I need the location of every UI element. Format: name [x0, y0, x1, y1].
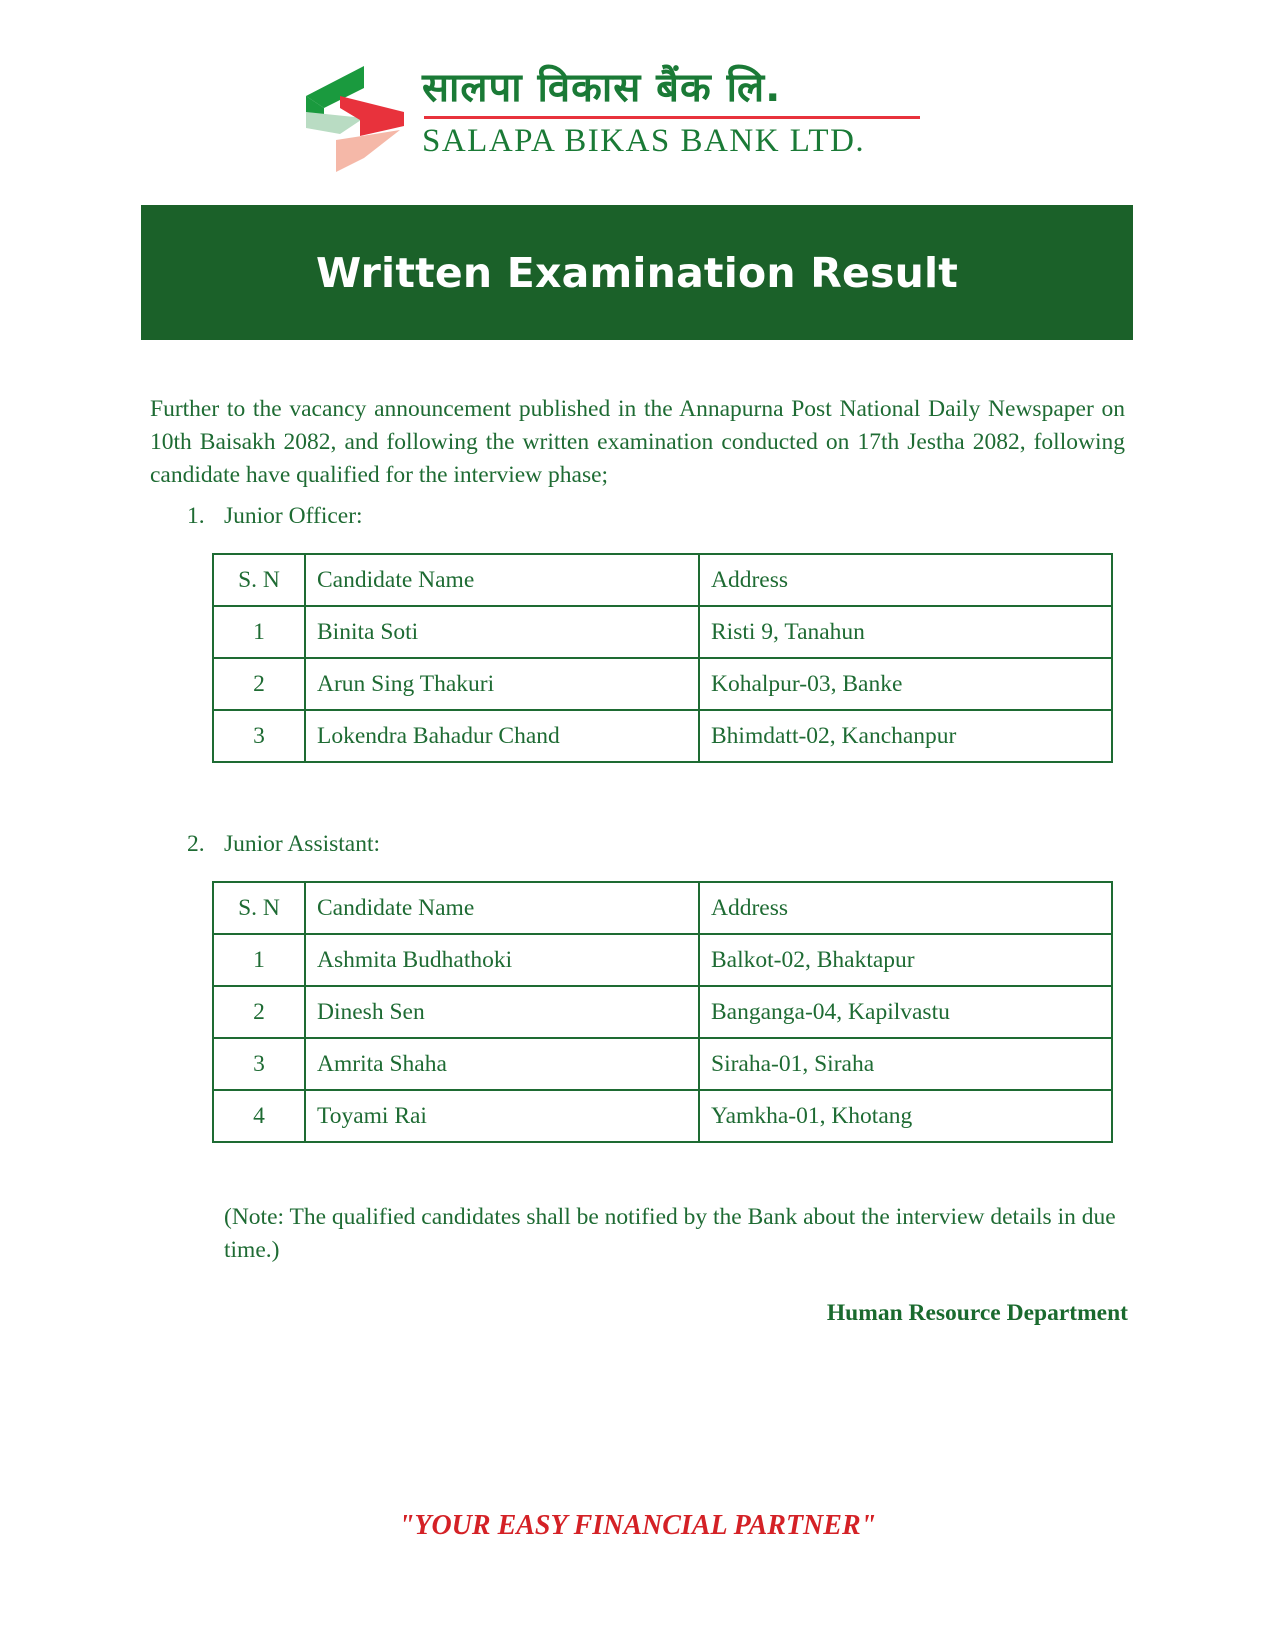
title-banner — [141, 205, 1133, 340]
cell-candidate-name: Ashmita Budhathoki — [305, 934, 699, 986]
table-header-row — [213, 882, 1112, 934]
section-number: 1. — [187, 503, 205, 529]
cell-candidate-name: Toyami Rai — [305, 1090, 699, 1142]
table-row — [213, 710, 1112, 762]
header-candidate-name: Candidate Name — [305, 882, 699, 934]
note-text: (Note: The qualified candidates shall be notified by the Bank about the interview details in due time.) — [224, 1204, 1116, 1263]
page-title: Written Examination Result — [315, 248, 959, 297]
section-number: 2. — [187, 831, 205, 857]
cell-sn: 4 — [213, 1090, 305, 1142]
signature-department: Human Resource Department — [826, 1300, 1128, 1326]
cell-sn: 2 — [213, 658, 305, 710]
bank-logo-mark-icon — [300, 66, 418, 178]
table-row — [213, 1090, 1112, 1142]
cell-candidate-name: Dinesh Sen — [305, 986, 699, 1038]
bank-slogan: "YOUR EASY FINANCIAL PARTNER" — [398, 1510, 877, 1541]
section-title: Junior Assistant: — [224, 831, 381, 857]
table-row — [213, 934, 1112, 986]
logo-divider — [424, 116, 920, 119]
header-sn: S. N — [213, 882, 305, 934]
cell-candidate-name: Amrita Shaha — [305, 1038, 699, 1090]
header-address: Address — [699, 882, 1112, 934]
cell-address: Kohalpur-03, Banke — [699, 658, 1112, 710]
bank-logo — [300, 62, 940, 182]
junior-officer-table — [212, 553, 1113, 763]
table-header-row — [213, 554, 1112, 606]
intro-paragraph: Further to the vacancy announcement published in the Annapurna Post National Daily Newspaper on 10th Baisakh 2082, and following the written examination conducted on 17th Jestha 2082, following candidate have qualified for the interview phase; — [150, 396, 1125, 488]
bank-name-nepali: सालपा विकास बैंक लि. — [422, 65, 782, 111]
cell-address: Bhimdatt-02, Kanchanpur — [699, 710, 1112, 762]
cell-address: Balkot-02, Bhaktapur — [699, 934, 1112, 986]
header-address: Address — [699, 554, 1112, 606]
cell-address: Banganga-04, Kapilvastu — [699, 986, 1112, 1038]
cell-address: Yamkha-01, Khotang — [699, 1090, 1112, 1142]
table-row — [213, 986, 1112, 1038]
header-sn: S. N — [213, 554, 305, 606]
cell-address: Risti 9, Tanahun — [699, 606, 1112, 658]
table-row — [213, 1038, 1112, 1090]
cell-candidate-name: Lokendra Bahadur Chand — [305, 710, 699, 762]
section-heading-junior-assistant — [187, 829, 380, 859]
junior-assistant-table — [212, 881, 1113, 1143]
bank-name-english: SALAPA BIKAS BANK LTD. — [422, 123, 866, 159]
cell-sn: 2 — [213, 986, 305, 1038]
table-row — [213, 606, 1112, 658]
header-candidate-name: Candidate Name — [305, 554, 699, 606]
section-title: Junior Officer: — [224, 503, 363, 529]
cell-sn: 3 — [213, 1038, 305, 1090]
cell-sn: 1 — [213, 606, 305, 658]
cell-address: Siraha-01, Siraha — [699, 1038, 1112, 1090]
cell-candidate-name: Binita Soti — [305, 606, 699, 658]
table-row — [213, 658, 1112, 710]
cell-candidate-name: Arun Sing Thakuri — [305, 658, 699, 710]
cell-sn: 1 — [213, 934, 305, 986]
cell-sn: 3 — [213, 710, 305, 762]
section-heading-junior-officer — [187, 501, 363, 531]
